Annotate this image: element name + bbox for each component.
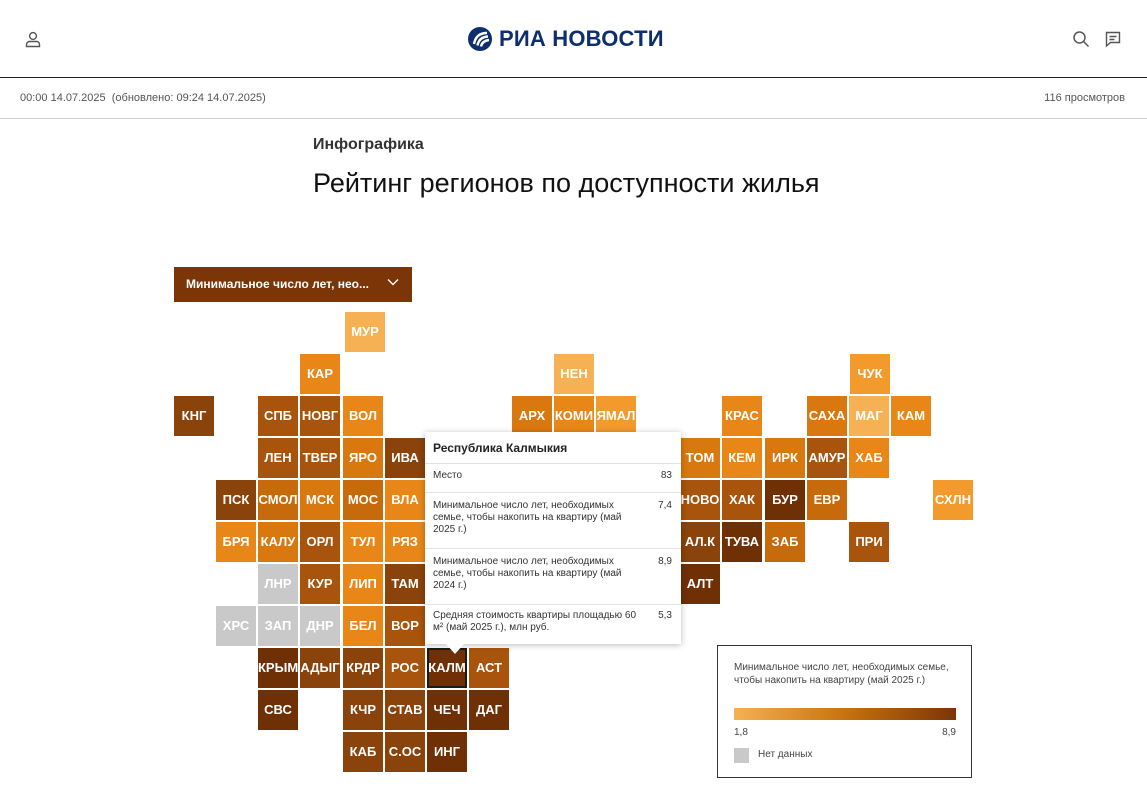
logo-text: РИА НОВОСТИ [499, 26, 664, 51]
region-tile[interactable]: ИВА [385, 438, 425, 478]
region-tile[interactable]: КЧР [343, 690, 383, 730]
tooltip-row-value: 7,4 [658, 500, 672, 511]
region-tile[interactable]: ХРС [216, 606, 256, 646]
region-tile[interactable]: КАЛМ [427, 648, 467, 688]
region-tile[interactable]: ЧЕЧ [427, 690, 467, 730]
region-tile[interactable]: СХЛН [933, 480, 973, 520]
region-tile[interactable]: ТАМ [385, 564, 425, 604]
region-tile[interactable]: МСК [300, 480, 340, 520]
region-tile[interactable]: ВЛА [385, 480, 425, 520]
region-tile[interactable]: САХА [807, 396, 847, 436]
region-tile[interactable]: ЯМАЛ [596, 396, 636, 436]
tooltip-divider [425, 463, 681, 464]
publish-date: 00:00 14.07.2025 [20, 92, 106, 104]
region-tile[interactable]: ЧУК [850, 354, 890, 394]
logo-mark-icon [467, 26, 493, 52]
legend-gradient [734, 708, 956, 720]
region-tile[interactable]: ТВЕР [300, 438, 340, 478]
region-tile[interactable]: ТУВА [722, 522, 762, 562]
region-tile[interactable]: С.ОС [385, 732, 425, 772]
chevron-down-icon [386, 275, 400, 289]
tooltip-row-label: Минимальное число лет, необходимых семье, чтобы накопить на квартиру (май 2024 г.) [433, 556, 622, 591]
article-kicker: Инфографика [313, 136, 424, 153]
region-tile[interactable]: КОМИ [554, 396, 594, 436]
region-tile[interactable]: АСТ [469, 648, 509, 688]
region-tooltip [425, 432, 681, 644]
region-tile[interactable]: СТАВ [385, 690, 425, 730]
region-tile[interactable]: АДЫГ [300, 648, 340, 688]
region-tile[interactable]: ЛИП [343, 564, 383, 604]
region-tile[interactable]: КНГ [174, 396, 214, 436]
region-tile[interactable]: СВС [258, 690, 298, 730]
region-tile[interactable]: ЕВР [807, 480, 847, 520]
color-legend [717, 645, 972, 778]
article-meta [0, 78, 1147, 119]
region-tile[interactable]: АЛТ [680, 564, 720, 604]
region-tile[interactable]: МУР [345, 312, 385, 352]
region-tile[interactable]: БЕЛ [343, 606, 383, 646]
region-tile[interactable]: ПРИ [849, 522, 889, 562]
tooltip-row-value: 8,9 [658, 556, 672, 567]
user-icon[interactable] [24, 30, 42, 48]
region-tile[interactable]: ТУЛ [343, 522, 383, 562]
logo[interactable] [467, 26, 664, 52]
region-tile[interactable]: СМОЛ [258, 480, 298, 520]
tooltip-title: Республика Калмыкия [433, 441, 568, 455]
dropdown-label: Минимальное число лет, нео... [186, 277, 369, 291]
updated-date: (обновлено: 09:24 14.07.2025) [111, 92, 266, 104]
tooltip-divider [425, 604, 681, 605]
region-tile[interactable]: КАЛУ [258, 522, 298, 562]
tooltip-row-label: Минимальное число лет, необходимых семье, чтобы накопить на квартиру (май 2025 г.) [433, 500, 622, 535]
region-tile[interactable]: АРХ [512, 396, 552, 436]
region-tile[interactable]: КАМ [891, 396, 931, 436]
site-header [0, 0, 1147, 78]
region-tile[interactable]: АЛ.К [680, 522, 720, 562]
region-tile[interactable]: КРДР [343, 648, 383, 688]
region-tile[interactable]: КАБ [343, 732, 383, 772]
region-tile[interactable]: ПСК [216, 480, 256, 520]
search-icon[interactable] [1072, 30, 1090, 48]
region-tile[interactable]: АМУР [807, 438, 847, 478]
region-tile[interactable]: ДНР [300, 606, 340, 646]
region-tile[interactable]: ИРК [765, 438, 805, 478]
region-tile[interactable]: РОС [385, 648, 425, 688]
region-tile[interactable]: НОВО [680, 480, 720, 520]
region-tile[interactable]: ИНГ [427, 732, 467, 772]
nodata-label: Нет данных [758, 749, 813, 760]
region-tile[interactable]: МАГ [849, 396, 889, 436]
region-tile[interactable]: ЗАП [258, 606, 298, 646]
region-tile[interactable]: ЯРО [343, 438, 383, 478]
region-tile[interactable]: НЕН [554, 354, 594, 394]
region-tile[interactable]: БРЯ [216, 522, 256, 562]
comments-icon[interactable] [1104, 30, 1122, 48]
region-tile[interactable]: КАР [300, 354, 340, 394]
tooltip-row-label: Место [433, 470, 463, 481]
publish-info [20, 92, 266, 104]
region-tile[interactable]: КРАС [722, 396, 762, 436]
region-tile[interactable]: РЯЗ [385, 522, 425, 562]
region-tile[interactable]: НОВГ [300, 396, 340, 436]
region-tile[interactable]: КУР [300, 564, 340, 604]
region-tile[interactable]: КРЫМ [258, 648, 298, 688]
legend-title: Минимальное число лет, необходимых семье, чтобы накопить на квартиру (май 2025 г.) [734, 662, 949, 686]
legend-min: 1,8 [734, 727, 748, 738]
views-count: 116 просмотров [1044, 92, 1125, 104]
tooltip-divider [425, 548, 681, 549]
page-title: Рейтинг регионов по доступности жилья [313, 168, 820, 198]
region-tile[interactable]: ХАК [722, 480, 762, 520]
region-tile[interactable]: ЛНР [258, 564, 298, 604]
tooltip-row-value: 5,3 [658, 610, 672, 621]
tooltip-divider [425, 492, 681, 493]
region-tile[interactable]: ТОМ [680, 438, 720, 478]
region-tile[interactable]: ВОР [385, 606, 425, 646]
region-tile[interactable]: ДАГ [469, 690, 509, 730]
region-tile[interactable]: ЛЕН [258, 438, 298, 478]
tooltip-row-label: Средняя стоимость квартиры площадью 60 м² (май 2025 г.), млн руб. [433, 610, 637, 633]
region-tile[interactable]: СПБ [258, 396, 298, 436]
nodata-swatch [734, 748, 749, 763]
indicator-dropdown[interactable] [174, 267, 412, 302]
tooltip-row-value: 83 [660, 470, 672, 481]
tooltip-pointer [446, 644, 464, 654]
region-tile[interactable]: ВОЛ [343, 396, 383, 436]
legend-max: 8,9 [942, 727, 956, 738]
region-tile[interactable]: ЗАБ [765, 522, 805, 562]
region-tile[interactable]: ОРЛ [300, 522, 340, 562]
region-tile[interactable]: ХАБ [849, 438, 889, 478]
region-tile[interactable]: КЕМ [722, 438, 762, 478]
region-tile[interactable]: МОС [343, 480, 383, 520]
region-tile[interactable]: БУР [765, 480, 805, 520]
